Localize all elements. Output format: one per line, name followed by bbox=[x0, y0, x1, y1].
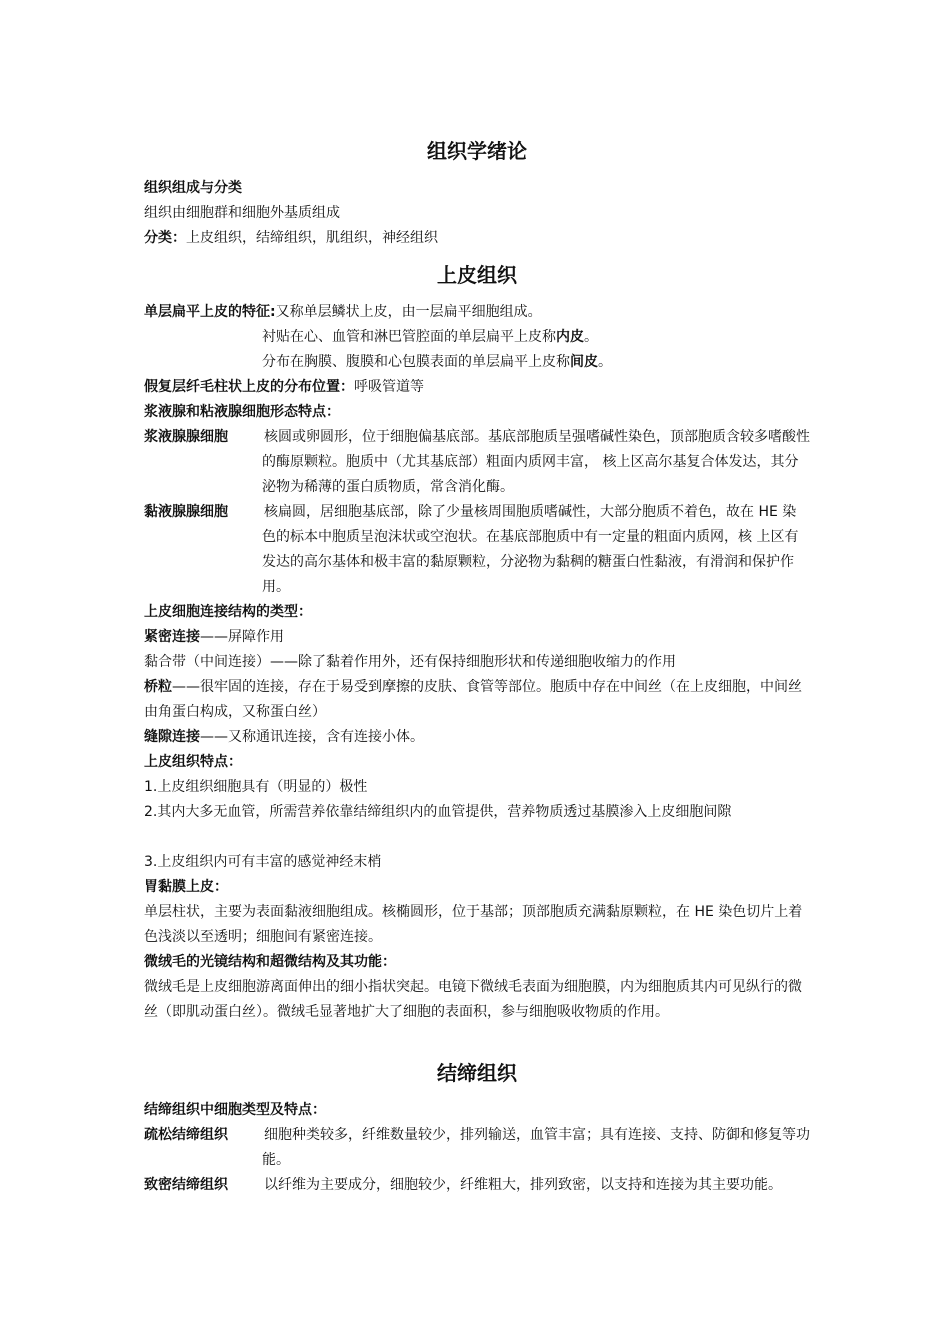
dense-connective-text: 以纤维为主要成分，细胞较少，纤维粗大，排列致密，以支持和连接为其主要功能。 bbox=[264, 1177, 782, 1193]
features-heading: 上皮组织特点： bbox=[144, 754, 242, 770]
endothelium-term: 内皮 bbox=[556, 329, 584, 345]
microvilli-paragraph: 微绒毛是上皮细胞游离面伸出的细小指状突起。电镜下微绒毛表面为细胞膜，内为细胞质其内可见纵行的微丝（即肌动蛋白丝）。微绒毛显著地扩大了细胞的表面积，参与细胞吸收物质的作用。 bbox=[144, 979, 802, 1020]
feature-item: 3.上皮组织内可有丰富的感觉神经末梢 bbox=[144, 854, 382, 870]
tight-junction-line bbox=[144, 625, 810, 650]
microvilli-heading: 微绒毛的光镜结构和超微结构及其功能： bbox=[144, 954, 396, 970]
desmosome-term: 桥粒 bbox=[144, 679, 172, 695]
gland-heading: 浆液腺和粘液腺细胞形态特点： bbox=[144, 404, 340, 420]
document-title: 组织学绪论 bbox=[427, 139, 527, 163]
mesothelium-term: 间皮 bbox=[570, 354, 598, 370]
tight-junction-term: 紧密连接 bbox=[144, 629, 200, 645]
simple-squamous-text: 又称单层鳞状上皮，由一层扁平细胞组成。 bbox=[275, 304, 542, 320]
feature-item: 2.其内大多无血管，所需营养依靠结缔组织内的血管提供，营养物质透过基膜渗入上皮细胞间隙 bbox=[144, 804, 732, 820]
connective-heading: 结缔组织中细胞类型及特点： bbox=[144, 1102, 326, 1118]
desmosome-paragraph bbox=[144, 675, 810, 725]
gap-junction-line bbox=[144, 725, 810, 750]
adherens-junction-line: 黏合带（中间连接）——除了黏着作用外，还有保持细胞形状和传递细胞收缩力的作用 bbox=[144, 654, 676, 670]
simple-squamous-label: 单层扁平上皮的特征: bbox=[144, 304, 276, 320]
loose-connective-text: 细胞种类较多，纤维数量较少，排列输送，血管丰富；具有连接、支持、防御和修复等功能。 bbox=[262, 1127, 810, 1168]
gap-junction-text: ——又称通讯连接，含有连接小体。 bbox=[200, 729, 424, 745]
serous-cell-text: 核圆或卵圆形，位于细胞偏基底部。基底部胞质呈强嗜碱性染色，顶部胞质含较多嗜酸性的酶原颗粒。胞质中（尤其基底部）粗面内质网丰富， 核上区高尔基复合体发达，其分泌物为稀薄的蛋白质物质，常含消化酶。 bbox=[262, 429, 810, 495]
mesothelium-period: 。 bbox=[598, 354, 612, 370]
classification-text: 上皮组织，结缔组织，肌组织，神经组织 bbox=[186, 230, 438, 246]
serous-cell-term: 浆液腺腺细胞 bbox=[144, 429, 228, 445]
simple-squamous-line bbox=[144, 300, 810, 325]
pseudostratified-label: 假复层纤毛柱状上皮的分布位置： bbox=[144, 379, 354, 395]
connective-title: 结缔组织 bbox=[437, 1061, 517, 1085]
pseudostratified-text: 呼吸管道等 bbox=[354, 379, 424, 395]
classification-line bbox=[144, 226, 810, 251]
classification-label: 分类： bbox=[144, 230, 186, 246]
junction-heading: 上皮细胞连接结构的类型： bbox=[144, 604, 312, 620]
intro-line: 组织由细胞群和细胞外基质组成 bbox=[144, 205, 340, 221]
gap-junction-term: 缝隙连接 bbox=[144, 729, 200, 745]
epithelium-title: 上皮组织 bbox=[437, 263, 517, 287]
mucous-cell-term: 黏液腺腺细胞 bbox=[144, 504, 228, 520]
feature-item: 1.上皮组织细胞具有（明显的）极性 bbox=[144, 779, 368, 795]
gastric-heading: 胃黏膜上皮： bbox=[144, 879, 228, 895]
pseudostratified-line bbox=[144, 375, 810, 400]
loose-connective-term: 疏松结缔组织 bbox=[144, 1127, 228, 1143]
gastric-paragraph: 单层柱状，主要为表面黏液细胞组成。核椭圆形，位于基部；顶部胞质充满黏原颗粒，在 HE 染色切片上着色浅淡以至透明；细胞间有紧密连接。 bbox=[144, 904, 803, 945]
endothelium-period: 。 bbox=[584, 329, 598, 345]
endothelium-text: 衬贴在心、血管和淋巴管腔面的单层扁平上皮称 bbox=[262, 329, 556, 345]
intro-heading: 组织组成与分类 bbox=[144, 180, 242, 196]
mesothelium-text: 分布在胸膜、腹膜和心包膜表面的单层扁平上皮称 bbox=[262, 354, 570, 370]
dense-connective-term: 致密结缔组织 bbox=[144, 1177, 228, 1193]
mucous-cell-text: 核扁圆，居细胞基底部，除了少量核周围胞质嗜碱性，大部分胞质不着色，故在 HE 染色的标本中胞质呈泡沫状或空泡状。在基底部胞质中有一定量的粗面内质网，核 上区有发达的高尔基体和极丰富的黏原颗粒，分泌物为黏稠的糖蛋白性黏液，有滑润和保护作用。 bbox=[262, 504, 799, 595]
desmosome-text: ——很牢固的连接，存在于易受到摩擦的皮肤、食管等部位。胞质中存在中间丝（在上皮细胞，中间丝由角蛋白构成，又称蛋白丝） bbox=[144, 679, 802, 720]
tight-junction-text: ——屏障作用 bbox=[200, 629, 284, 645]
